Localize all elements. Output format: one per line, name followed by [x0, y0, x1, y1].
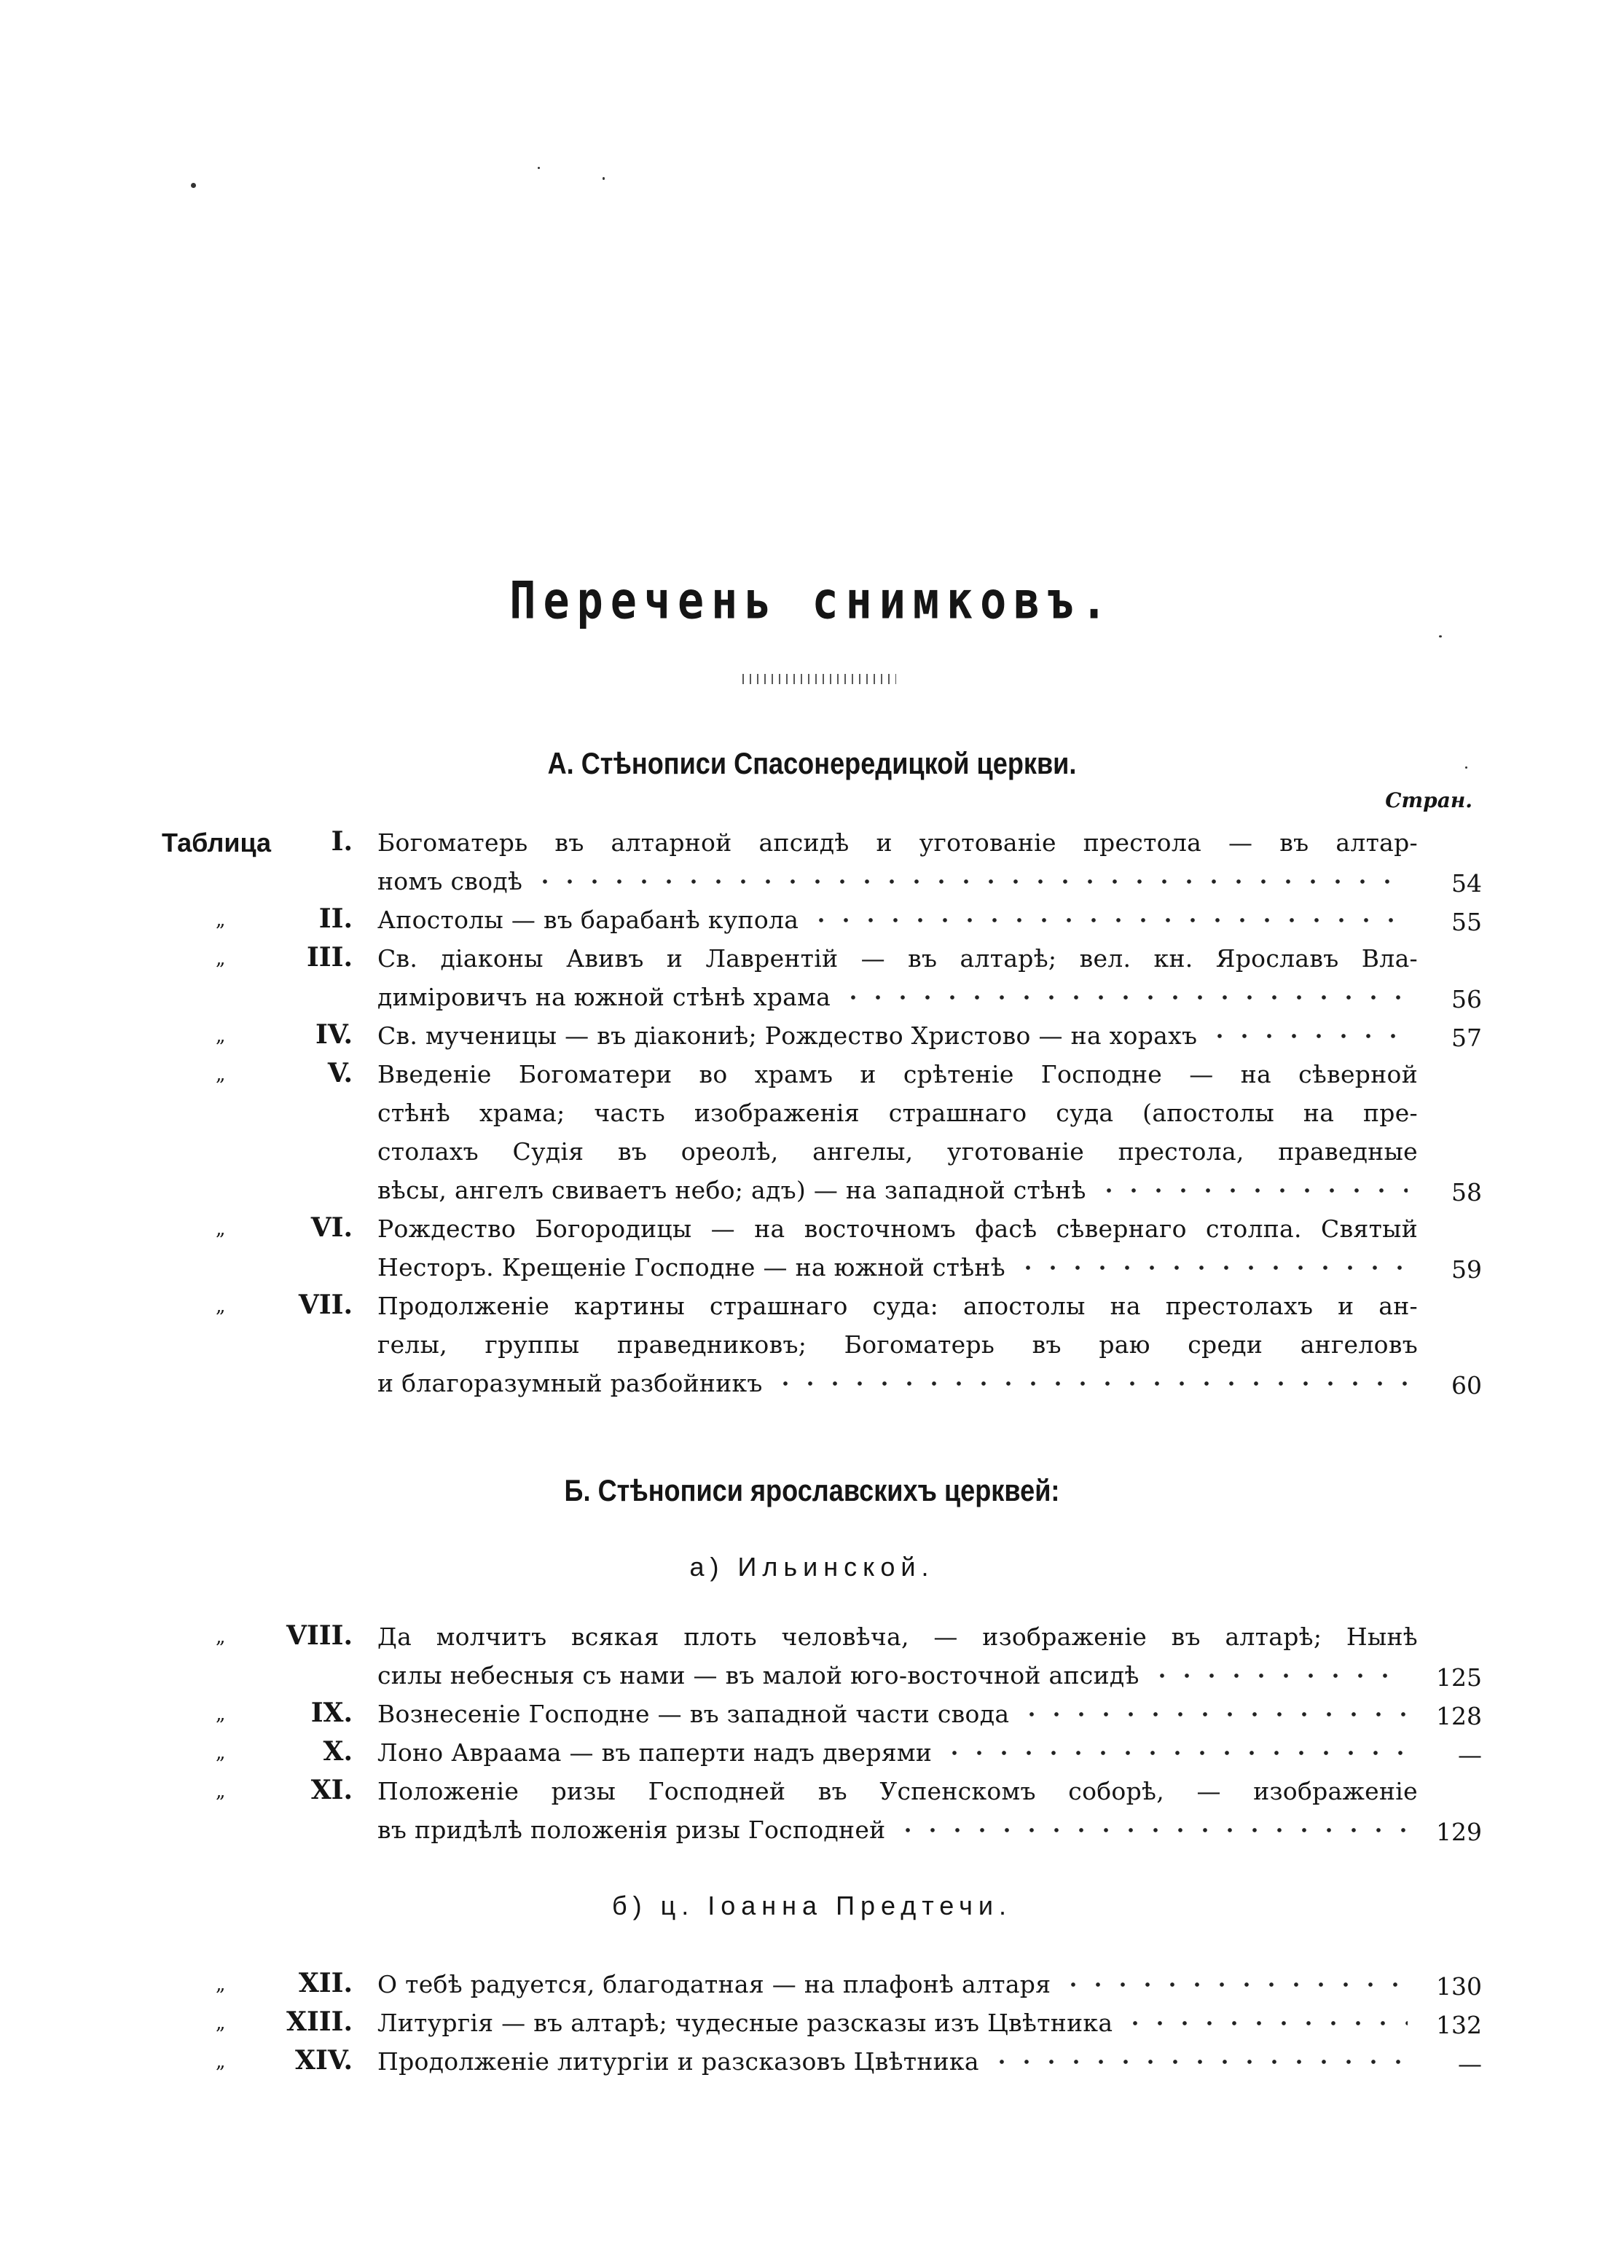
description-text: силы небесныя съ нами — въ малой юго-восточной апсидѣ: [377, 1661, 1139, 1690]
section-b-heading: Б. Стѣнописи ярославскихъ церквей:: [564, 1473, 1060, 1507]
ditto-mark: „: [216, 1218, 226, 1240]
dot-leader: [1016, 1266, 1408, 1270]
description-line: [377, 1055, 1418, 1094]
page-title: Перечень снимковъ.: [509, 570, 1115, 632]
description-text: Св. мученицы — въ діакониѣ; Рождество Христово — на хорахъ: [377, 1021, 1198, 1050]
description-line: [377, 1965, 1418, 2004]
page-number: 132: [1436, 2011, 1482, 2039]
description-text: Несторъ. Крещеніе Господне — на южной стѣнѣ: [377, 1253, 1005, 1282]
description-text: Положеніе ризы Господней въ Успенскомъ соборѣ, — изображеніе: [377, 1777, 1418, 1805]
section-a-heading: А. Стѣнописи Спасонередицкой церкви.: [547, 746, 1077, 780]
description-text: Да молчитъ всякая плоть человѣча, — изображеніе въ алтарѣ; Нынѣ: [377, 1622, 1418, 1651]
plate-description: [377, 1617, 1418, 1695]
plate-description: [377, 1287, 1418, 1402]
plate-number: XIII.: [286, 2006, 353, 2037]
description-text: Продолженіе картины страшнаго суда: апостолы на престолахъ и ан-: [377, 1292, 1418, 1320]
description-text: Богоматерь въ алтарной апсидѣ и уготованіе престола — въ алтар-: [377, 828, 1418, 857]
description-line: [377, 1171, 1418, 1209]
dot-leader: [1150, 1673, 1408, 1678]
description-text: Лоно Авраама — въ паперти надъ дверями: [377, 1738, 933, 1767]
description-line: [377, 1656, 1418, 1695]
plate-number: XIV.: [295, 2045, 353, 2076]
ditto-mark: „: [216, 948, 226, 970]
description-text: гелы, группы праведниковъ; Богоматерь въ раю среди ангеловъ: [377, 1330, 1418, 1359]
plate-description: [377, 1016, 1418, 1055]
dot-leader: [773, 1381, 1408, 1386]
plate-number: XI.: [310, 1775, 353, 1805]
plate-description: [377, 900, 1418, 939]
dot-leader: [989, 2060, 1408, 2064]
description-line: [377, 1132, 1418, 1171]
plate-description: [377, 1055, 1418, 1209]
plate-description: [377, 1209, 1418, 1287]
description-text: вѣсы, ангелъ свиваетъ небо; адъ) — на западной стѣнѣ: [377, 1176, 1086, 1204]
description-line: [377, 1772, 1418, 1810]
dot-leader: [895, 1828, 1408, 1832]
plate-description: [377, 823, 1418, 900]
page-number: 57: [1451, 1024, 1482, 1052]
ditto-mark: „: [216, 1295, 226, 1317]
description-line: [377, 1094, 1418, 1132]
page-number: 55: [1451, 908, 1482, 936]
page-number: 130: [1436, 1972, 1482, 2001]
description-text: Продолженіе литургіи и разсказовъ Цвѣтника: [377, 2047, 979, 2076]
description-text: Апостолы — въ барабанѣ купола: [377, 906, 799, 934]
dot-leader: [841, 995, 1408, 1000]
description-text: Вознесеніе Господне — въ западной части свода: [377, 1700, 1010, 1728]
plate-number: X.: [323, 1736, 353, 1767]
plate-number: VII.: [298, 1290, 353, 1320]
table-label: Таблица: [162, 828, 272, 858]
page-number: 59: [1451, 1255, 1482, 1284]
ditto-mark: „: [216, 1974, 226, 1996]
ditto-mark: „: [216, 1742, 226, 1764]
description-text: О тебѣ радуется, благодатная — на плафонѣ алтаря: [377, 1970, 1051, 1998]
page-number: 58: [1451, 1178, 1482, 1206]
page-column-label: Стран.: [1385, 788, 1472, 812]
plate-number: II.: [318, 903, 353, 934]
ditto-mark: „: [216, 909, 226, 931]
description-text: въ придѣлѣ положенія ризы Господней: [377, 1816, 886, 1844]
ditto-mark: „: [216, 1781, 226, 1802]
subsection-b-heading: б) ц. Іоанна Предтечи.: [612, 1891, 1012, 1920]
ditto-mark: „: [216, 1703, 226, 1725]
description-text: Введеніе Богоматери во храмъ и срѣтеніе Господне — на сѣверной: [377, 1060, 1418, 1088]
plate-description: [377, 1965, 1418, 2004]
description-line: [377, 1364, 1418, 1402]
dot-leader: [1061, 1982, 1408, 1987]
description-text: стѣнѣ храма; часть изображенія страшнаго суда (апостолы на пре-: [377, 1099, 1418, 1127]
plate-number: IX.: [310, 1698, 353, 1728]
subsection-a-heading: а) Ильинской.: [689, 1552, 935, 1582]
plate-number: III.: [306, 942, 353, 973]
plate-description: [377, 939, 1418, 1016]
page-number: 56: [1451, 985, 1482, 1013]
scan-speck: [191, 183, 196, 188]
description-text: Литургія — въ алтарѣ; чудесные разсказы изъ Цвѣтника: [377, 2009, 1113, 2037]
description-text: Рождество Богородицы — на восточномъ фасѣ сѣвернаго столпа. Святый: [377, 1215, 1418, 1243]
dot-leader: [1097, 1188, 1408, 1193]
ditto-mark: „: [216, 1626, 226, 1648]
description-line: [377, 1325, 1418, 1364]
dot-leader: [1019, 1712, 1408, 1716]
description-line: [377, 1695, 1418, 1733]
dot-leader: [533, 879, 1408, 884]
dot-leader: [1207, 1034, 1408, 1038]
description-line: [377, 1617, 1418, 1656]
description-text: Св. діаконы Авивъ и Лаврентій — въ алтарѣ; вел. кн. Ярославъ Вла-: [377, 944, 1418, 973]
page-number: 129: [1436, 1818, 1482, 1846]
page-number: 125: [1436, 1663, 1482, 1692]
page-number: 128: [1436, 1702, 1482, 1730]
title-ornament: [740, 674, 896, 684]
description-line: [377, 2004, 1418, 2042]
description-line: [377, 1810, 1418, 1849]
description-text: и благоразумный разбойникъ: [377, 1369, 763, 1397]
plate-number: V.: [327, 1058, 353, 1088]
plate-number: XII.: [298, 1968, 353, 1998]
plate-description: [377, 1772, 1418, 1849]
plate-number: IV.: [315, 1019, 353, 1050]
scan-speck: [538, 167, 540, 169]
description-line: [377, 978, 1418, 1016]
description-line: [377, 2042, 1418, 2081]
dot-leader: [942, 1751, 1408, 1755]
scan-speck: [603, 177, 605, 180]
plate-description: [377, 2004, 1418, 2042]
page-number: 54: [1451, 869, 1482, 898]
description-line: [377, 1248, 1418, 1287]
ditto-mark: „: [216, 1025, 226, 1047]
ditto-mark: „: [216, 2012, 226, 2034]
plate-description: [377, 1695, 1418, 1733]
ditto-mark: „: [216, 1064, 226, 1086]
dot-leader: [809, 918, 1408, 922]
description-line: [377, 862, 1418, 900]
description-line: [377, 939, 1418, 978]
plate-number: I.: [331, 826, 353, 857]
ditto-mark: „: [216, 2051, 226, 2073]
plate-description: [377, 1733, 1418, 1772]
description-text: номъ сводѣ: [377, 867, 523, 895]
description-line: [377, 900, 1418, 939]
description-line: [377, 1733, 1418, 1772]
plate-number: VIII.: [286, 1620, 353, 1651]
plate-number: VI.: [310, 1212, 353, 1243]
description-text: столахъ Судія въ ореолѣ, ангелы, уготованіе престола, праведные: [377, 1137, 1418, 1166]
plate-description: [377, 2042, 1418, 2081]
scan-speck: [1439, 635, 1442, 637]
description-line: [377, 1209, 1418, 1248]
page-number: 60: [1451, 1371, 1482, 1400]
page-number: —: [1458, 1741, 1482, 1769]
description-text: диміровичъ на южной стѣнѣ храма: [377, 983, 831, 1011]
description-line: [377, 1287, 1418, 1325]
page-number: —: [1458, 2049, 1482, 2078]
description-line: [377, 1016, 1418, 1055]
description-line: [377, 823, 1418, 862]
dot-leader: [1123, 2021, 1408, 2025]
